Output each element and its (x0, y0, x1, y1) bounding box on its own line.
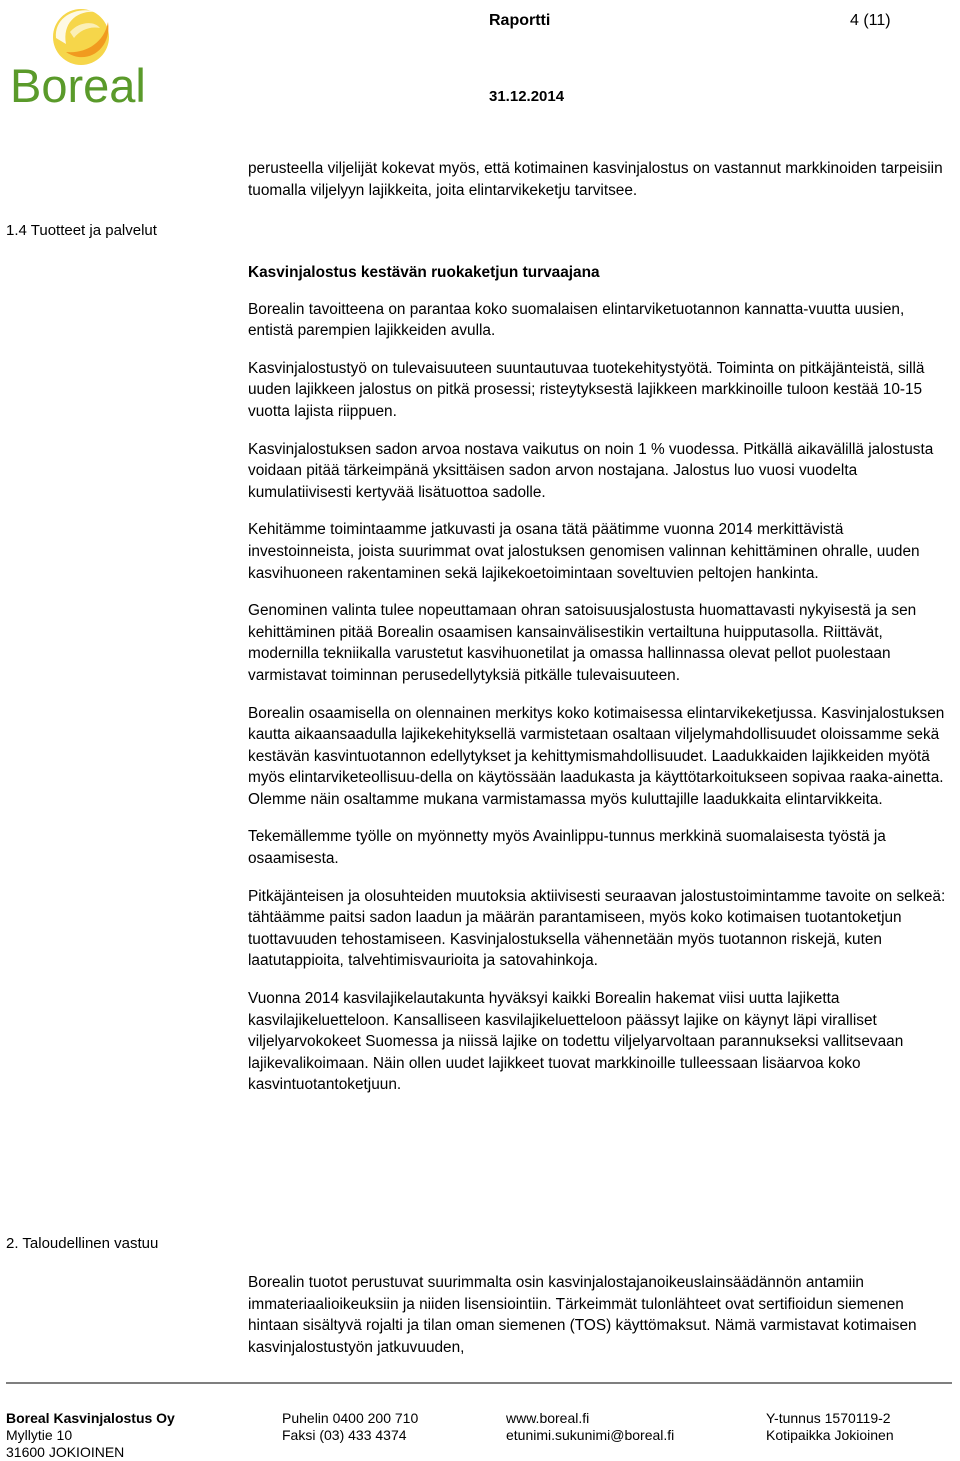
paragraph: Kehitämme toimintaamme jatkuvasti ja osana tätä päätimme vuonna 2014 merkittävistä investoinneista, joista suurimmat ovat jalostuksen genomisen valinnan kehittäminen ohralle, uuden kasvihuoneen rakentaminen sekä lajikekoetoimintaan soveltuvien peltojen hankinta. (248, 521, 920, 582)
footer-web (506, 1410, 674, 1444)
report-title: Raportti (489, 12, 551, 29)
paragraph: perusteella viljelijät kokevat myös, että kotimainen kasvinjalostus on vastannut markkinoiden tarpeisiin tuomalla viljelyyn lajikkeita, joita elintarvikeketju tarvitsee. (248, 160, 943, 199)
boreal-logo (8, 4, 158, 106)
section-heading-2: 2. Taloudellinen vastuu (6, 1235, 159, 1252)
section-body (248, 262, 948, 1096)
intro-paragraph (248, 158, 948, 201)
section-heading-1-4: 1.4 Tuotteet ja palvelut (6, 222, 157, 239)
fax-number: Faksi (03) 433 4374 (282, 1427, 407, 1443)
paragraph: Kasvinjalostustyö on tulevaisuuteen suuntautuvaa tuotekehitystyötä. Toiminta on pitkäjänteistä, sillä uuden lajikkeen jalostus on pitkä prosessi; risteytyksestä lajikkeen markkinoille tuloon kestää 10-15 vuotta lajista riippuen. (248, 359, 925, 420)
footer-contact (282, 1410, 418, 1444)
section-2-body (248, 1272, 948, 1358)
paragraph: Pitkäjänteisen ja olosuhteiden muutoksia aktiivisesti seuraavan jalostustoimintamme tavoite on selkeä: tähtäämme paitsi sadon laadun ja määrän parantamiseen, myös koko kotimaisen tuotantoketjun tuottavuuden tehostamiseen. Kasvinjalostuksella vähennetään myös tuotannon riskejä, kuten laatutappioita, talvehtimisvaurioita ja satovahinkoja. (248, 887, 946, 970)
paragraph: Borealin tavoitteena on parantaa koko suomalaisen elintarviketuotannon kannatta-vuutta uusien, entistä parempien lajikkeiden avulla. (248, 300, 905, 340)
phone-number: Puhelin 0400 200 710 (282, 1410, 419, 1426)
email-link[interactable]: etunimi.sukunimi@boreal.fi (506, 1427, 675, 1443)
paragraph: Vuonna 2014 kasvilajikelautakunta hyväksyi kaikki Borealin hakemat viisi uutta lajiketta kasvilajikeluetteloon. Kansalliseen kasvilajikeluetteloon päässyt lajike on käynyt läpi viralliset viljelyarvokokeet Suomessa ja niissä lajike on todettu viljelyarvoltaan parannukseksi vallitsevaan lajikevalikoimaan. Näin ollen uudet lajikkeet tuovat markkinoille tulleessaan lisäarvoa koko kasvintuotantoketjuun. (248, 990, 904, 1094)
footer-company (6, 1410, 175, 1461)
page-number: 4 (11) (850, 12, 891, 29)
paragraph: Borealin tuotot perustuvat suurimmalta osin kasvinjalostajanoikeuslainsäädännön antamiin immateriaalioikeuksiin ja niiden lisensiointiin. Tärkeimmät tulonlähteet ovat sertifioidun siemenen hintaan sisältyvä rojalti ja tilan oman siemenen (TOS) käyttömaksut. Nämä varmistavat kotimaisen kasvinjalostustyön jatkuvuuden, (248, 1274, 917, 1356)
footer-divider (6, 1382, 952, 1384)
paragraph: Kasvinjalostuksen sadon arvoa nostava vaikutus on noin 1 % vuodessa. Pitkällä aikavälillä jalostusta voidaan pitää tärkeimpänä yksittäisen sadon arvon nostajana. Jalostus luo vuosi vuodelta kumulatiivisesti kertyvää lisätuottoa sadolle. (248, 440, 934, 501)
paragraph: Borealin osaamisella on olennainen merkitys koko kotimaisessa elintarvikeketjussa. Kasvinjalostuksen kautta aikaansaadulla lajikekehityksellä varmistetaan osaltaan viljelymahdollisuudet oloissamme sekä kestävän kasvintuotannon edellytykset ja kehittymismahdollisuudet. Laadukkaiden lajikkeiden myötä myös elintarviketeollisuu-della on käytössään laadukasta ja käyttötarkoitukseen sopivaa raaka-ainetta. Olemme näin osaltamme mukana varmistamassa myös kuluttajille laadukkaita elintarvikkeita. (248, 704, 945, 808)
report-date: 31.12.2014 (489, 88, 565, 105)
postal-address: 31600 JOKIOINEN (6, 1444, 125, 1460)
boreal-logo-graphic (8, 4, 158, 106)
svg-text:Boreal: Boreal (10, 59, 146, 106)
paragraph: Genominen valinta tulee nopeuttamaan ohran satoisuusjalostusta huomattavasti nykyisestä ja sen kehittäminen pitää Borealin osaamisen kansainvälisestikin vertailtuna huipputasolla. Riittävät, modernilla tekniikalla varustetut kasvihuonetilat ja omassa hallinnassa olevat pellot puolestaan varmistavat toiminnan perusedellytyksiä pitkälle tulevaisuuteen. (248, 602, 917, 684)
footer-legal (766, 1410, 894, 1444)
business-id: Y-tunnus 1570119-2 (766, 1410, 891, 1426)
website-link[interactable]: www.boreal.fi (506, 1410, 590, 1426)
street-address: Myllytie 10 (6, 1427, 73, 1443)
company-name: Boreal Kasvinjalostus Oy (6, 1410, 175, 1426)
domicile: Kotipaikka Jokioinen (766, 1427, 894, 1443)
paragraph: Tekemällemme työlle on myönnetty myös Avainlippu-tunnus merkkinä suomalaisesta työstä ja osaamisesta. (248, 828, 886, 868)
subheading: Kasvinjalostus kestävän ruokaketjun turvaajana (248, 264, 600, 281)
